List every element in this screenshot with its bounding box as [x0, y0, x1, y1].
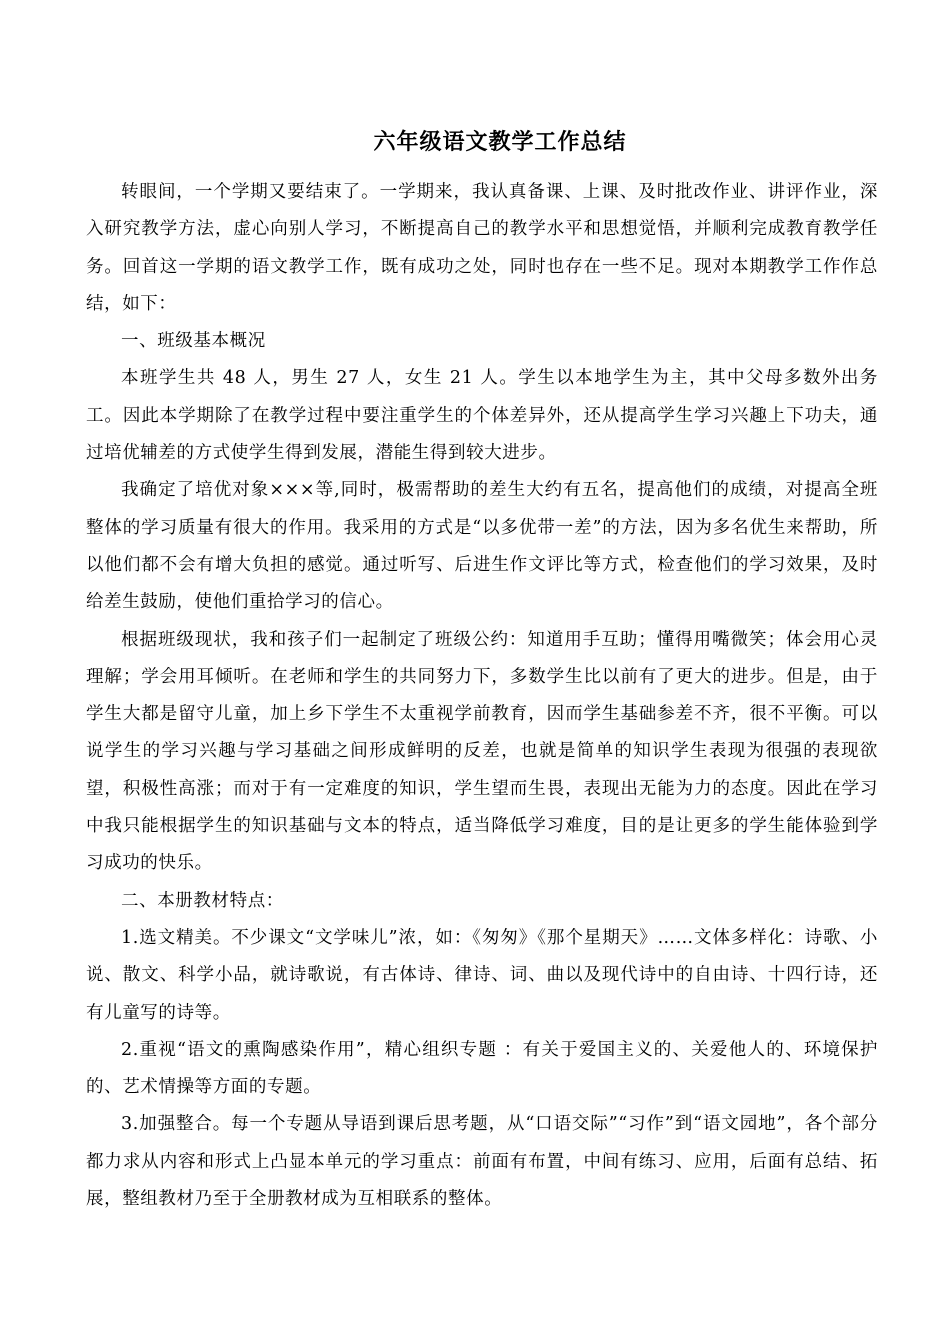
document-title: 六年级语文教学工作总结 — [373, 130, 627, 155]
intro-paragraph: 转眼间，一个学期又要结束了。一学期来，我认真备课、上课、及时批改作业、讲评作业，深入研究教学方法，虚心向别人学习，不断提高自己的教学水平和思想觉悟，并顺利完成教育教学任务。回首这一学期的语文教学工作，既有成功之处，同时也存在一些不足。现对本期教学工作作总结，如下： — [86, 182, 878, 314]
document-body — [86, 124, 878, 1218]
section-heading-textbook-features: 二、本册教材特点： — [121, 890, 284, 911]
class-stats-paragraph: 本班学生共 48 人，男生 27 人，女生 21 人。学生以本地学生为主，其中父母多数外出务工。因此本学期除了在教学过程中要注重学生的个体差异外，还从提高学生学习兴趣上下功夫，通过培优辅差的方式使学生得到发展，潜能生得到较大进步。 — [86, 368, 878, 464]
feature-2-paragraph: 2.重视“语文的熏陶感染作用”，精心组织专题 ：有关于爱国主义的、关爱他人的、环境保护的、艺术情操等方面的专题。 — [86, 1039, 878, 1098]
section-heading-class-overview: 一、班级基本概况 — [121, 331, 266, 352]
class-convention-paragraph: 根据班级现状，我和孩子们一起制定了班级公约：知道用手互助；懂得用嘴微笑；体会用心灵理解；学会用耳倾听。在老师和学生的共同努力下，多数学生比以前有了更大的进步。但是，由于学生大都是留守儿童，加上乡下学生不太重视学前教育，因而学生基础参差不齐，很不平衡。可以说学生的学习兴趣与学习基础之间形成鲜明的反差，也就是简单的知识学生表现为很强的表现欲望，积极性高涨；而对于有一定难度的知识，学生望而生畏，表现出无能为力的态度。因此在学习中我只能根据学生的知识基础与文本的特点，适当降低学习难度，目的是让更多的学生能体验到学习成功的快乐。 — [86, 629, 878, 874]
feature-3-paragraph: 3.加强整合。每一个专题从导语到课后思考题，从“口语交际”“习作”到“语文园地”，各个部分都力求从内容和形式上凸显本单元的学习重点：前面有布置，中间有练习、应用，后面有总结、拓展，整组教材乃至于全册教材成为互相联系的整体。 — [86, 1114, 878, 1210]
feature-1-paragraph: 1.选文精美。不少课文“文学味儿”浓，如：《匆匆》《那个星期天》……文体多样化：诗歌、小说、散文、科学小品，就诗歌说，有古体诗、律诗、词、曲以及现代诗中的自由诗、十四行诗，还有儿童写的诗等。 — [86, 927, 878, 1023]
tutoring-paragraph: 我确定了培优对象×××等,同时，极需帮助的差生大约有五名，提高他们的成绩，对提高全班整体的学习质量有很大的作用。我采用的方式是“以多优带一差”的方法，因为多名优生来帮助，所以他们都不会有增大负担的感觉。通过听写、后进生作文评比等方式，检查他们的学习效果，及时给差生鼓励，使他们重拾学习的信心。 — [86, 480, 878, 613]
